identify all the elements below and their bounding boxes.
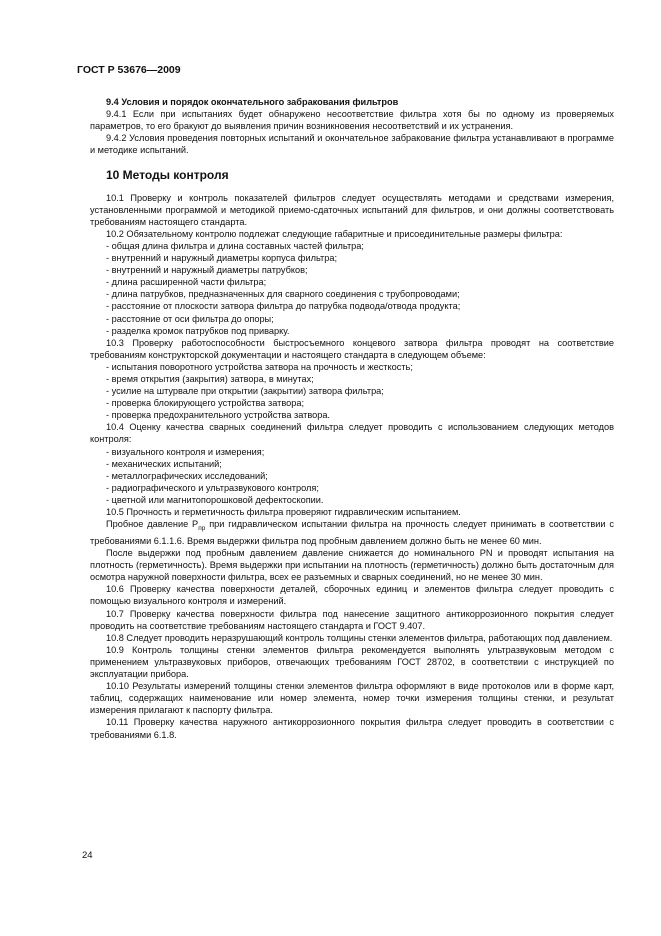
paragraph-9-4-2: 9.4.2 Условия проведения повторных испытаний и окончательное забракование фильтра устанавливают в программе и методике испытаний. xyxy=(90,133,614,156)
pressure-pre: Пробное давление P xyxy=(106,519,199,530)
document-header: ГОСТ Р 53676—2009 xyxy=(77,64,181,76)
list-item: - длина патрубков, предназначенных для сварного соединения с трубопроводами; xyxy=(106,289,460,300)
list-item: - радиографического и ультразвукового контроля; xyxy=(106,482,319,493)
list-item: - общая длина фильтра и длина составных частей фильтра; xyxy=(106,240,364,251)
list-10-2 xyxy=(90,240,614,337)
list-item: - металлографических исследований; xyxy=(106,470,268,481)
list-item: - разделка кромок патрубков под приварку. xyxy=(106,325,290,336)
paragraph-10-5-tightness: После выдержки под пробным давлением давление снижается до номинального PN и проводят испытания на плотность (герметичность). Время выдержки при испытании на плотность (герметичность) должно быть достаточным для осмотра наружной поверхности фильтра, всех ее разъемных и сварных соединений, но не менее 30 мин. xyxy=(90,548,614,583)
list-item: - внутренний и наружный диаметры патрубков; xyxy=(106,265,308,276)
page-number: 24 xyxy=(82,850,93,861)
list-item: - внутренний и наружный диаметры корпуса фильтра; xyxy=(106,253,337,264)
paragraph-10-6: 10.6 Проверку качества поверхности деталей, сборочных единиц и элементов фильтра следует проводить с помощью визуального контроля и измерений. xyxy=(90,584,614,607)
paragraph-10-5: 10.5 Прочность и герметичность фильтра проверяют гидравлическим испытанием. xyxy=(106,507,461,517)
paragraph-10-9: 10.9 Контроль толщины стенки элементов фильтра рекомендуется выполнять ультразвуковым методом с применением ультразвуковых приборов, отвечающих требованиям ГОСТ 28702, в соответствии с инструкцией по эксплуатации прибора. xyxy=(90,644,614,680)
paragraph-10-4: 10.4 Оценку качества сварных соединений фильтра следует проводить с использованием следующих методов контроля: xyxy=(90,422,614,445)
paragraph-10-7: 10.7 Проверку качества поверхности фильтра под нанесение защитного антикоррозионного покрытия следует проводить на соответствие требованиям настоящего стандарта и ГОСТ 9.407. xyxy=(90,608,614,631)
list-item: - время открытия (закрытия) затвора, в минутах; xyxy=(106,373,314,384)
list-item: - расстояние от оси фильтра до опоры; xyxy=(106,313,274,324)
paragraph-10-11: 10.11 Проверку качества наружного антикоррозионного покрытия фильтра следует проводить в соответствии с требованиями 6.1.8. xyxy=(90,717,614,740)
list-item: - длина расширенной части фильтра; xyxy=(106,277,267,288)
list-item: - усилие на штурвале при открытии (закрытии) затвора фильтра; xyxy=(106,386,384,397)
paragraph-10-3: 10.3 Проверку работоспособности быстросъемного концевого затвора фильтра проводят на соответствие требованиям конструкторской документации и настоящего стандарта в следующем объеме: xyxy=(90,337,614,360)
paragraph-9-4-1: 9.4.1 Если при испытаниях будет обнаружено несоответствие фильтра хотя бы по одному из проверяемых параметров, то его бракуют до выявления причин возникновения несоответствий и их устранения. xyxy=(90,109,614,132)
list-10-3 xyxy=(90,361,614,421)
paragraph-10-10: 10.10 Результаты измерений толщины стенки элементов фильтра оформляют в виде протоколов или в форме карт, таблиц, содержащих наименование или номер элемента, номер точки измерения толщины стенки, и результат измерения прилагают к паспорту фильтра. xyxy=(90,681,614,716)
list-item: - механических испытаний; xyxy=(106,458,222,469)
section-9-4-title: 9.4 Условия и порядок окончательного забракования фильтров xyxy=(106,97,399,107)
list-item: - визуального контроля и измерения; xyxy=(106,446,265,457)
paragraph-10-2: 10.2 Обязательному контролю подлежат следующие габаритные и присоединительные размеры фильтра: xyxy=(106,228,563,239)
list-item: - цветной или магнитопорошковой дефектоскопии. xyxy=(106,494,324,505)
paragraph-10-5-pressure xyxy=(90,518,614,547)
paragraph-10-1: 10.1 Проверку и контроль показателей фильтров следует осуществлять методами и средствами измерения, установленными программой и методикой приемо-сдаточных испытаний для фильтров, и они должны соответствовать требованиям настоящего стандарта. xyxy=(90,192,614,227)
list-item: - расстояние от плоскости затвора фильтра до патрубка подвода/отвода продукта; xyxy=(106,301,461,312)
list-10-4 xyxy=(90,446,614,506)
section-10-title: 10 Методы контроля xyxy=(106,168,229,183)
pressure-post: при гидравлическом испытании фильтра на прочность следует принимать в соответствии с требованиями 6.1.1.6. Время выдержки фильтра под пробным давлением должно быть не менее 60 мин. xyxy=(90,519,614,547)
pressure-subscript: пр xyxy=(198,524,206,532)
list-item: - проверка блокирующего устройства затвора; xyxy=(106,398,305,409)
paragraph-10-8: 10.8 Следует проводить неразрушающий контроль толщины стенки элементов фильтра, работающих под давлением. xyxy=(106,632,613,643)
list-item: - испытания поворотного устройства затвора на прочность и жесткость; xyxy=(106,361,413,372)
list-item: - проверка предохранительного устройства затвора. xyxy=(106,410,330,421)
document-body xyxy=(90,96,614,741)
